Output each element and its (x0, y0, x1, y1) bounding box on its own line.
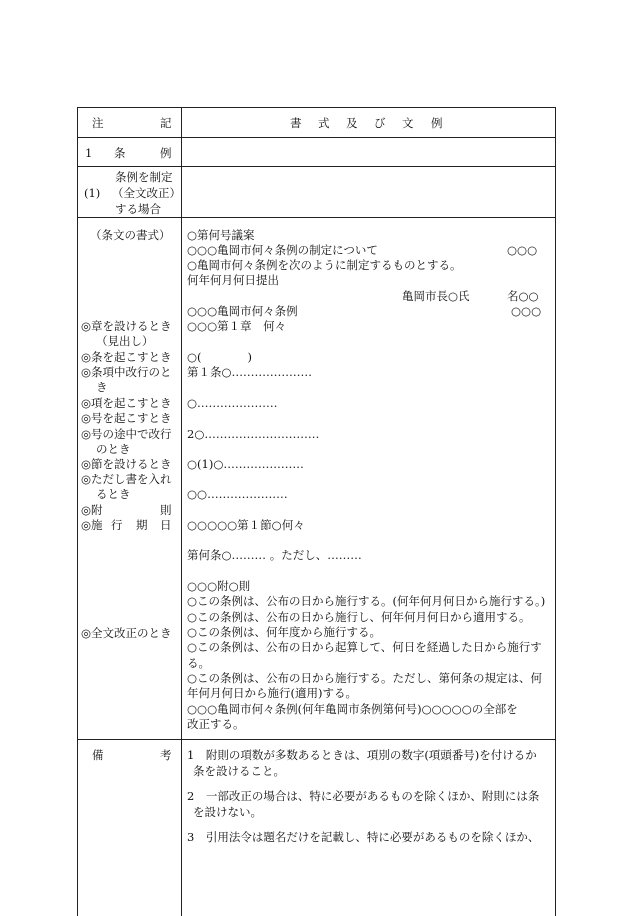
section1-divider (77, 166, 555, 167)
paragraph-example: 2○………………………… (187, 427, 320, 441)
effective-example-4b: る。 (187, 656, 210, 670)
header-notes-char-1: 注 (92, 116, 104, 130)
sub1-divider (77, 217, 555, 218)
remark-1a: 1 附則の項数が多数あるときは、項別の数字(項頭番号)を付けるか (187, 748, 537, 762)
item-newline-example: ○○………………… (187, 487, 288, 501)
note-article: ◎条を起こすとき (81, 350, 172, 364)
header-format-char-6: 例 (431, 116, 443, 130)
remark-1b: 条を設けること。 (193, 764, 285, 778)
header-format-char-5: 文 (402, 116, 414, 130)
mayor-name: 名○○ (507, 289, 539, 303)
table-top-border (77, 107, 555, 108)
note-article-newline-1: ◎条項中改行のと (81, 365, 172, 379)
note-effective-1: ◎施 (81, 518, 103, 532)
ordinance-title: ○○○亀岡市何々条例 (187, 304, 298, 318)
header-format-char-3: 及 (346, 116, 358, 130)
effective-example-5a: ○この条例は、公布の日から施行する。ただし、第何条の規定は、何 (187, 671, 543, 685)
remark-2b: を設けない。 (193, 805, 262, 819)
newline-example: ○………………… (187, 396, 278, 410)
table-right-border (555, 107, 556, 916)
note-proviso-2: るとき (96, 487, 131, 501)
enactment-body: ○亀岡市何々条例を次のように制定するものとする。 (187, 258, 462, 272)
section1-title-b: 例 (160, 146, 172, 160)
column-divider (181, 107, 182, 916)
effective-example-2: ○この条例は、公布の日から施行し、何年何月何日から適用する。 (187, 610, 531, 624)
note-supplementary-a: ◎附 (81, 503, 103, 517)
sub1-line-2: （全文改正） (112, 186, 181, 200)
header-format-char-2: 式 (318, 116, 330, 130)
remarks-label-b: 考 (160, 748, 172, 762)
effective-example-1: ○この条例は、公布の日から施行する。(何年何月何日から施行する。) (187, 594, 546, 608)
section1-number: 1 (85, 146, 93, 160)
sub1-line-3: する場合 (115, 202, 161, 216)
remark-3a: 3 引用法令は題名だけを記載し、特に必要があるものを除くほか、 (187, 830, 540, 844)
item-example: ○(1)○………………… (187, 457, 304, 471)
note-effective-2: 行 (111, 518, 123, 532)
header-divider (77, 137, 555, 138)
effective-example-4a: ○この条例は、公布の日から起算して、何日を経過した日から施行す (187, 640, 542, 654)
note-item-newline-2: のとき (96, 442, 131, 456)
mayor-title: 亀岡市長○氏 (402, 289, 470, 303)
effective-example-5b: 年何月何日から施行(適用)する。 (187, 686, 357, 700)
header-format-char-4: び (374, 116, 386, 130)
note-effective-4: 日 (160, 518, 172, 532)
article-example: 第１条○………………… (187, 365, 313, 379)
note-item: ◎号を起こすとき (81, 411, 172, 425)
header-format-char-1: 書 (290, 116, 302, 130)
format-label: （条文の書式） (90, 228, 171, 242)
note-effective-3: 期 (136, 518, 148, 532)
full-revision-example-a: ○○○亀岡市何々条例(何年亀岡市条例第何号)○○○○○の全部を (187, 702, 518, 716)
note-article-newline-2: き (96, 380, 108, 394)
header-notes-char-2: 記 (160, 116, 172, 130)
note-supplementary-b: 則 (160, 503, 172, 517)
sub1-number: (1) (84, 186, 101, 200)
submission-date: 何年何月何日提出 (187, 273, 279, 287)
note-paragraph: ◎項を起こすとき (81, 396, 172, 410)
sub1-line-1: 条例を制定 (115, 170, 173, 184)
note-full-revision: ◎全文改正のとき (81, 626, 172, 640)
table-left-border (77, 107, 78, 916)
note-item-newline-1: ◎号の途中で改行 (81, 427, 172, 441)
effective-example-3: ○この条例は、何年度から施行する。 (187, 625, 382, 639)
remark-2a: 2 一部改正の場合は、特に必要があるものを除くほか、附則には条 (187, 789, 540, 803)
supplementary-title: ○○○附○則 (187, 579, 251, 593)
note-proviso-1: ◎ただし書を入れ (81, 472, 172, 486)
section1-title-a: 条 (114, 146, 126, 160)
note-section: ◎節を設けるとき (81, 457, 172, 471)
note-chapter: ◎章を設けるとき (81, 319, 172, 333)
full-revision-example-b: 改正する。 (187, 717, 245, 731)
heading-example: ○( ) (187, 350, 253, 364)
enactment-mark: ○○○ (507, 243, 538, 257)
proviso-example: 第何条○……… 。ただし、……… (187, 548, 362, 562)
enactment-title: ○○○亀岡市何々条例の制定について (187, 243, 378, 257)
ordinance-mark: ○○○ (511, 304, 542, 318)
remarks-divider (77, 739, 555, 740)
note-chapter-heading: （見出し） (96, 334, 154, 348)
bill-number: ○第何号議案 (187, 228, 255, 242)
remarks-label-a: 備 (92, 748, 104, 762)
section-example: ○○○○○第１節○何々 (187, 518, 305, 532)
chapter-example: ○○○第１章 何々 (187, 319, 287, 333)
